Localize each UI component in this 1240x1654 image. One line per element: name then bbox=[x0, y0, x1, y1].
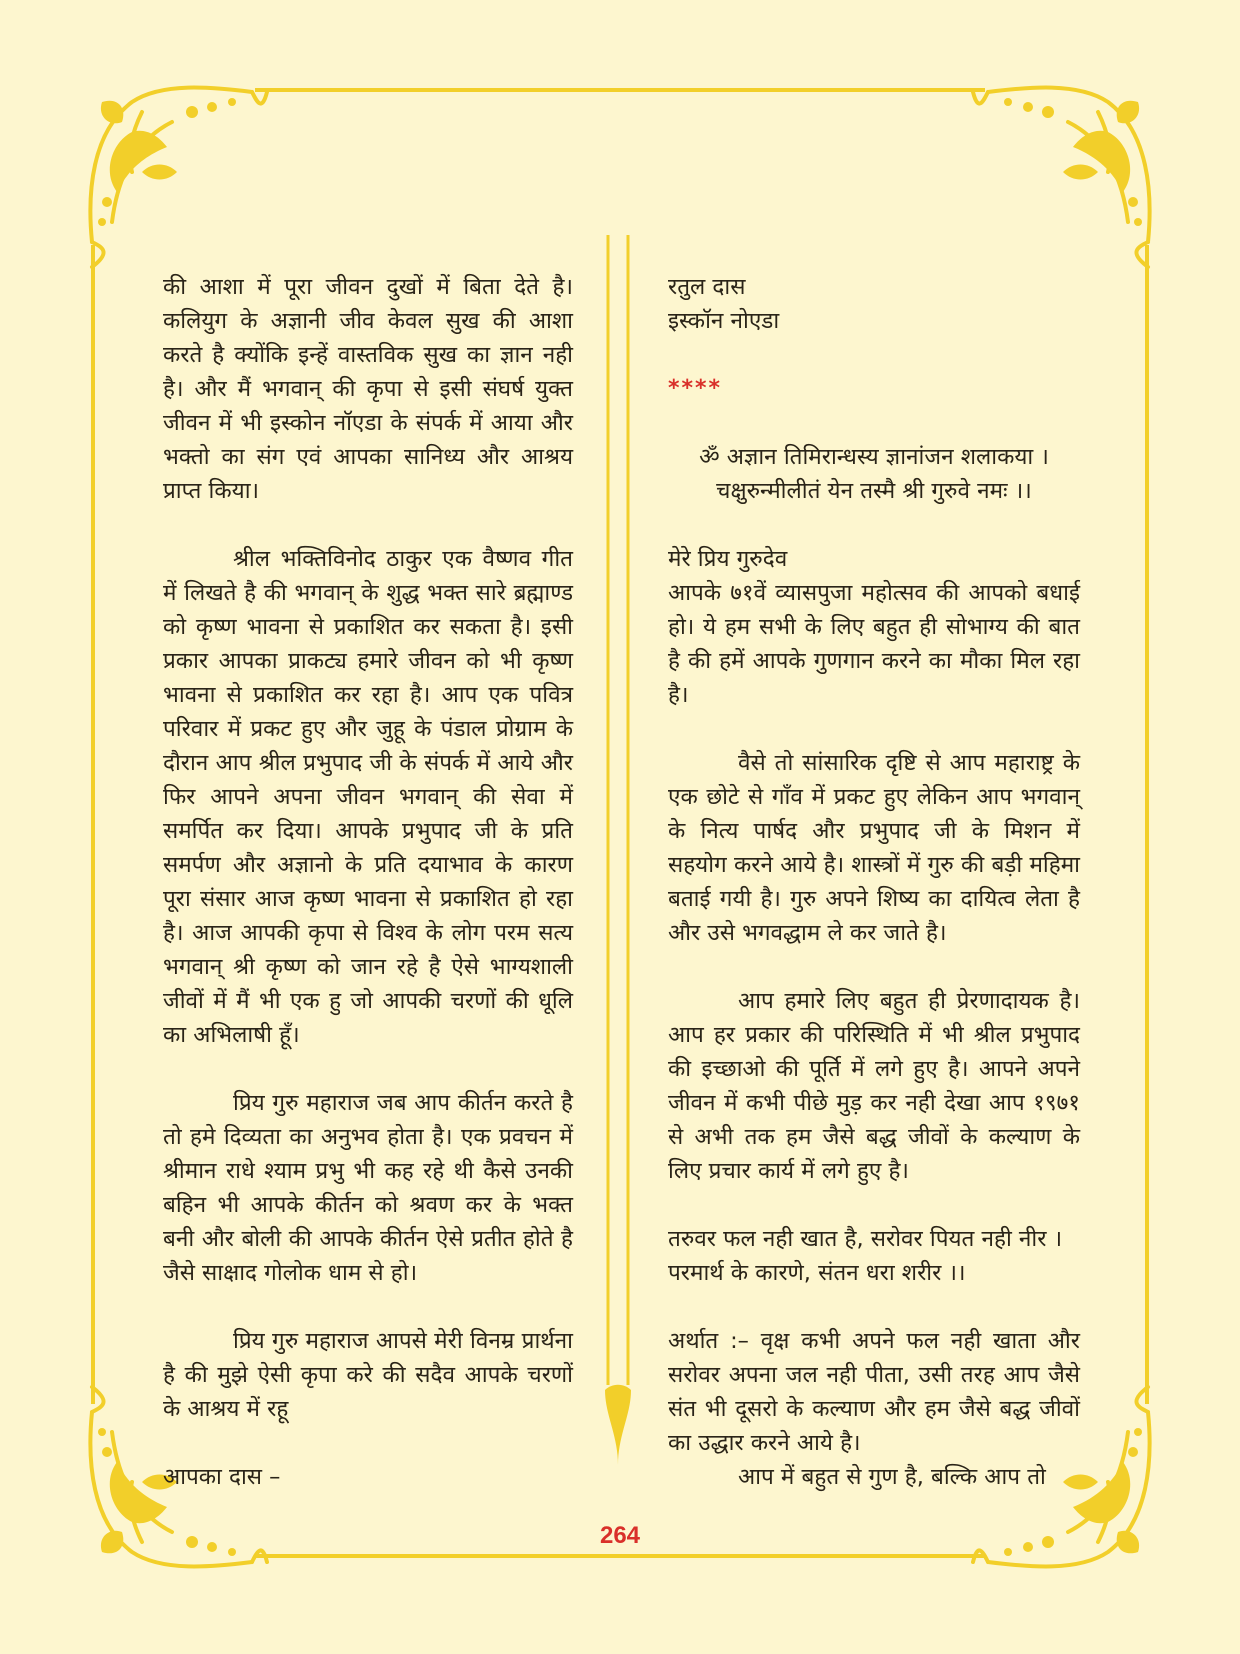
right-paragraph-4: अर्थात :– वृक्ष कभी अपने फल नही खाता और सरोवर अपना जल नही पीता, उसी तरह आप जैसे संत भी दूसरो के कल्याण और हम जैसे बद्ध जीवों का उद्धार करने आये है। bbox=[668, 1328, 1080, 1456]
section-separator-stars: **** bbox=[668, 376, 723, 401]
left-paragraph-4: प्रिय गुरु महाराज आपसे मेरी विनम्र प्रार्थना है की मुझे ऐसी कृपा करे की सदैव आपके चरणों के आश्रय में रहू bbox=[163, 1328, 573, 1422]
border-bottom-line bbox=[255, 1554, 985, 1558]
right-paragraph-1: आपके ७१वें व्यासपुजा महोत्सव की आपको बधाई हो। ये हम सभी के लिए बहुत ही सोभाग्य की बात है की हमें आपके गुणगान करने का मौका मिल रहा है। bbox=[668, 580, 1080, 708]
doha-line-1: तरुवर फल नही खात है, सरोवर पियत नही नीर । bbox=[668, 1226, 1063, 1252]
corner-ornament-icon bbox=[968, 72, 1168, 272]
mantra-line-1: ॐ अज्ञान तिमिरान्धस्य ज्ञानांजन शलाकया । bbox=[699, 444, 1049, 470]
border-right-line bbox=[1145, 245, 1149, 1404]
left-paragraph-3: प्रिय गुरु महाराज जब आप कीर्तन करते है तो हमे दिव्यता का अनुभव होता है। एक प्रवचन में श्रीमान राधे श्याम प्रभु भी कह रहे थी कैसे उनकी बहिन भी आपके कीर्तन को श्रवण कर के भक्त बनी और बोली की आपके कीर्तन ऐसे प्रतीत होते है जैसे साक्षाद गोलोक धाम से हो। bbox=[163, 1090, 573, 1286]
page-number: 264 bbox=[599, 1522, 641, 1549]
tilak-divider-icon bbox=[602, 235, 634, 1465]
mantra-line-2: चक्षुरुन्मीलीतं येन तस्मै श्री गुरुवे नमः ।। bbox=[716, 478, 1032, 504]
right-column bbox=[668, 270, 1080, 1460]
corner-ornament-icon bbox=[72, 72, 272, 272]
continuation-text: आप में बहुत से गुण है, बल्कि आप तो bbox=[738, 1464, 1046, 1490]
author-name: रतुल दास bbox=[668, 274, 746, 300]
right-paragraph-2: वैसे तो सांसारिक दृष्टि से आप महाराष्ट्र के एक छोटे से गाँव में प्रकट हुए लेकिन आप भगवान् के नित्य पार्षद और प्रभुपाद जी के मिशन में सहयोग करने आये है। शास्त्रों में गुरु की बड़ी महिमा बताई गयी है। गुरु अपने शिष्य का दायित्व लेता है और उसे भगवद्धाम ले कर जाते है। bbox=[668, 750, 1080, 946]
border-top-line bbox=[255, 88, 985, 92]
author-place: इस्कॉन नोएडा bbox=[668, 308, 780, 334]
left-paragraph-2: श्रील भक्तिविनोद ठाकुर एक वैष्णव गीत में लिखते है की भगवान् के शुद्ध भक्त सारे ब्रह्माण्ड को कृष्ण भावना से प्रकाशित कर सकता है। इसी प्रकार आपका प्राकट्य हमारे जीवन को भी कृष्ण भावना से प्रकाशित कर रहा है। आप एक पवित्र परिवार में प्रकट हुए और जुहू के पंडाल प्रोग्राम के दौरान आप श्रील प्रभुपाद जी के संपर्क में आये और फिर आपने अपना जीवन भगवान् की सेवा में समर्पित कर दिया। आपके प्रभुपाद जी के प्रति समर्पण और अज्ञानो के प्रति दयाभाव के कारण पूरा संसार आज कृष्ण भावना से प्रकाशित हो रहा है। आज आपकी कृपा से विश्व के लोग परम सत्य भगवान् श्री कृष्ण को जान रहे है ऐसे भाग्यशाली जीवों में मैं भी एक हु जो आपकी चरणों की धूलि का अभिलाषी हूँ। bbox=[163, 546, 573, 1048]
right-paragraph-3: आप हमारे लिए बहुत ही प्रेरणादायक है। आप हर प्रकार की परिस्थिति में भी श्रील प्रभुपाद की इच्छाओ की पूर्ति में लगे हुए है। आपने अपने जीवन में कभी पीछे मुड़ कर नही देखा आप १९७१ से अभी तक हम जैसे बद्ध जीवों के कल्याण के लिए प्रचार कार्य में लगे हुए है। bbox=[668, 988, 1080, 1184]
doha-line-2: परमार्थ के कारणे, संतन धरा शरीर ।। bbox=[668, 1260, 966, 1286]
left-column bbox=[163, 270, 573, 1426]
continuation-line bbox=[668, 1460, 1080, 1494]
left-paragraph-1: की आशा में पूरा जीवन दुखों में बिता देते है। कलियुग के अज्ञानी जीव केवल सुख की आशा करते है क्योंकि इन्हें वास्तविक सुख का ज्ञान नही है। और मैं भगवान् की कृपा से इसी संघर्ष युक्त जीवन में भी इस्कोन नॉएडा के संपर्क में आया और भक्तो का संग एवं आपका सानिध्य और आश्रय प्राप्त किया। bbox=[163, 274, 573, 504]
border-left-line bbox=[91, 245, 95, 1404]
closing-signoff: आपका दास – bbox=[163, 1464, 281, 1490]
salutation: मेरे प्रिय गुरुदेव bbox=[668, 546, 788, 572]
